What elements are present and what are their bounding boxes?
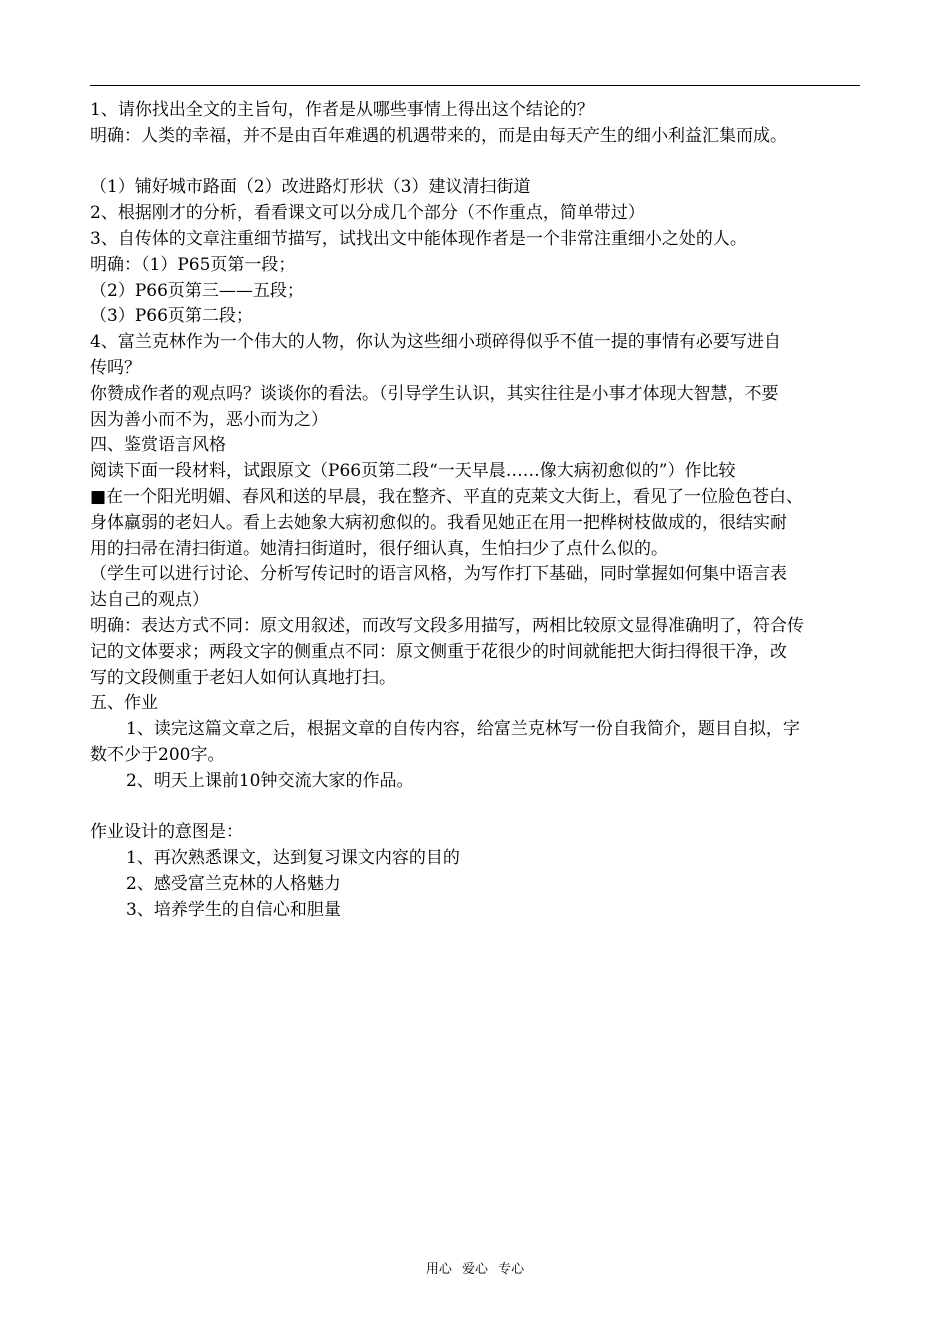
section-4-heading: 四、鉴赏语言风格 [90,435,226,456]
blank-line [90,150,860,176]
discussion-note-line-1: （学生可以进行讨论、分析写传记时的语言风格，为写作打下基础，同时掌握如何集中语言表 [90,564,787,585]
comparison-answer-line-2: 记的文体要求；两段文字的侧重点不同：原文侧重于花很少的时间就能把大街扫得很干净，改 [90,641,787,662]
section-5-heading: 五、作业 [90,693,158,714]
document-body [90,98,860,924]
homework-1-line-1: 1、读完这篇文章之后，根据文章的自传内容，给富兰克林写一份自我简介，题目自拟，字 [126,719,800,740]
homework-1-line-2: 数不少于200字。 [90,744,225,765]
header-rule [90,85,860,86]
question-4-prompt-line-1: 你赞成作者的观点吗？谈谈你的看法。（引导学生认识，其实往往是小事才体现大智慧，不要 [90,383,779,404]
material-line-1: ■在一个阳光明媚、春风和送的早晨，我在整齐、平直的克莱文大街上，看见了一位脸色苍白、 [90,486,804,507]
question-2: 2、根据刚才的分析，看看课文可以分成几个部分（不作重点，简单带过） [90,203,645,224]
discussion-note-line-2: 达自己的观点） [90,590,209,611]
design-intent-1: 1、再次熟悉课文，达到复习课文内容的目的 [126,848,460,869]
footer-word-1: 用心 [425,1262,452,1277]
question-4-line-1: 4、富兰克林作为一个伟大的人物，你认为这些细小琐碎得似乎不值一提的事情有必要写进自 [90,332,781,353]
footer-word-2: 爱心 [461,1262,488,1277]
reading-instruction: 阅读下面一段材料，试跟原文（P66页第二段“一天早晨……像大病初愈似的”）作比较 [90,461,736,482]
answer-1-points: （1）铺好城市路面（2）改进路灯形状（3）建议清扫街道 [90,177,531,198]
design-intent-3: 3、培养学生的自信心和胆量 [126,899,341,920]
answer-1: 明确：人类的幸福，并不是由百年难遇的机遇带来的，而是由每天产生的细小利益汇集而成。 [90,125,787,146]
answer-3-item-2: （2）P66页第三——五段； [90,280,304,301]
question-3: 3、自传体的文章注重细节描写，试找出文中能体现作者是一个非常注重细小之处的人。 [90,228,747,249]
design-intent-2: 2、感受富兰克林的人格魅力 [126,873,341,894]
homework-2: 2、明天上课前10钟交流大家的作品。 [126,770,414,791]
comparison-answer-line-3: 写的文段侧重于老妇人如何认真地打扫。 [90,667,396,688]
material-line-3: 用的扫帚在清扫街道。她清扫街道时，很仔细认真，生怕扫少了点什么似的。 [90,538,668,559]
answer-3-item-3: （3）P66页第二段； [90,306,253,327]
footer-word-3: 专心 [498,1262,525,1277]
material-line-2: 身体羸弱的老妇人。看上去她象大病初愈似的。我看见她正在用一把桦树枝做成的，很结实耐 [90,512,787,533]
question-4-line-2: 传吗？ [90,357,141,378]
design-intent-heading: 作业设计的意图是： [90,822,243,843]
answer-3-item-1: 明确：（1）P65页第一段； [90,254,296,275]
question-1: 1、请你找出全文的主旨句，作者是从哪些事情上得出这个结论的？ [90,100,594,120]
page-footer [0,1262,950,1278]
question-4-prompt-line-2: 因为善小而不为，恶小而为之） [90,409,328,430]
comparison-answer-line-1: 明确：表达方式不同：原文用叙述，而改写文段多用描写，两相比较原文显得准确明了，符合传 [90,615,804,636]
blank-line [90,795,860,821]
